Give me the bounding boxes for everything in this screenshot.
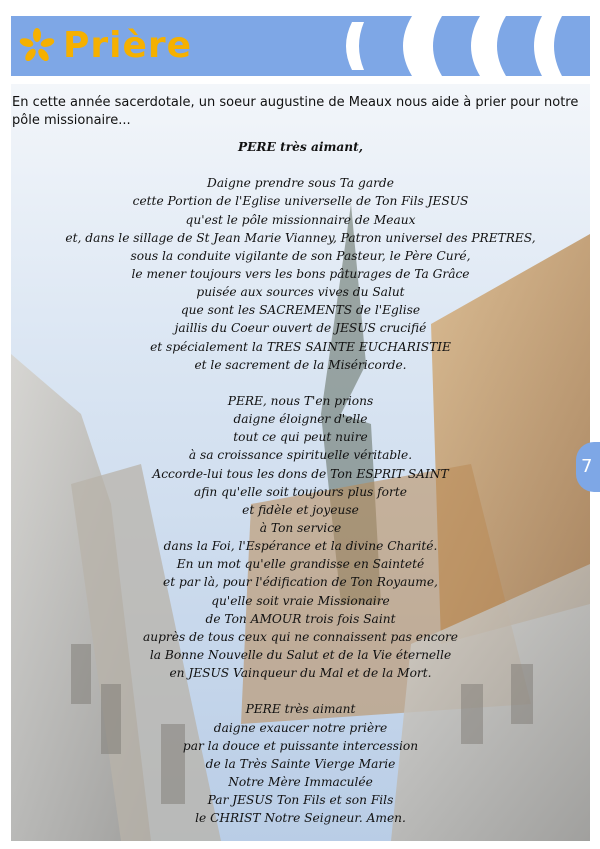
prayer-line: daigne exaucer notre prière xyxy=(213,720,388,735)
prayer-heading: PERE très aimant, xyxy=(237,140,364,154)
prayer-line xyxy=(11,156,590,174)
prayer-line: sous la conduite vigilante de son Pasteur, le Père Curé, xyxy=(130,248,471,263)
prayer-line: et par là, pour l'édification de Ton Royaume, xyxy=(163,575,438,590)
prayer-line: PERE, nous T'en prions xyxy=(227,393,374,408)
prayer-line: de la Très Sainte Vierge Marie xyxy=(205,756,396,771)
prayer-line: Notre Mère Immaculée xyxy=(228,774,373,789)
decorative-stripes xyxy=(330,16,590,76)
intro-paragraph: En cette année sacerdotale, un soeur augustine de Meaux nous aide à prier pour notre pôle missionaire... xyxy=(12,95,579,128)
prayer-line: PERE très aimant xyxy=(245,702,356,717)
prayer-line: en JESUS Vainqueur du Mal et de la Mort. xyxy=(169,666,432,681)
prayer-line xyxy=(11,374,590,392)
prayer-line: la Bonne Nouvelle du Salut et de la Vie éternelle xyxy=(149,647,452,662)
prayer-line: tout ce qui peut nuire xyxy=(233,430,368,445)
prayer-line: et spécialement la TRES SAINTE EUCHARISTIE xyxy=(150,339,451,354)
prayer-line: puisée aux sources vives du Salut xyxy=(196,285,405,300)
prayer-line: à Ton service xyxy=(259,520,342,535)
page-title: Prière xyxy=(63,25,193,66)
prayer-line: jaillis du Coeur ouvert de JESUS crucifié xyxy=(174,321,427,336)
prayer-line: daigne éloigner d'elle xyxy=(233,412,368,427)
flower-icon xyxy=(17,26,57,66)
prayer-text xyxy=(11,138,593,827)
prayer-line: qu'elle soit vraie Missionaire xyxy=(211,593,390,608)
prayer-line: Par JESUS Ton Fils et son Fils xyxy=(207,793,394,808)
prayer-line: En un mot qu'elle grandisse en Sainteté xyxy=(176,557,425,572)
prayer-line: de Ton AMOUR trois fois Saint xyxy=(205,611,396,626)
prayer-line: et fidèle et joyeuse xyxy=(242,502,359,517)
prayer-line: Daigne prendre sous Ta garde xyxy=(207,176,394,191)
prayer-line: dans la Foi, l'Espérance et la divine Charité. xyxy=(163,539,438,554)
prayer-line: le mener toujours vers les bons pâturages de Ta Grâce xyxy=(131,266,470,281)
prayer-line: par la douce et puissante intercession xyxy=(182,738,419,753)
header-bar xyxy=(11,16,590,76)
prayer-line xyxy=(11,682,590,700)
page-number: 7 xyxy=(581,456,593,477)
prayer-line: à sa croissance spirituelle véritable. xyxy=(188,448,413,463)
prayer-line: qu'est le pôle missionnaire de Meaux xyxy=(185,212,416,227)
prayer-line: auprès de tous ceux qui ne connaissent pas encore xyxy=(142,629,458,644)
prayer-line: et, dans le sillage de St Jean Marie Vianney, Patron universel des PRETRES, xyxy=(65,230,536,245)
prayer-line: afin qu'elle soit toujours plus forte xyxy=(194,484,407,499)
prayer-line: cette Portion de l'Eglise universelle de Ton Fils JESUS xyxy=(132,194,469,209)
prayer-line: Accorde-lui tous les dons de Ton ESPRIT SAINT xyxy=(152,466,449,481)
prayer-line: le CHRIST Notre Seigneur. Amen. xyxy=(195,811,406,826)
prayer-line: et le sacrement de la Miséricorde. xyxy=(194,357,407,372)
prayer-line: que sont les SACREMENTS de l'Eglise xyxy=(180,303,421,318)
